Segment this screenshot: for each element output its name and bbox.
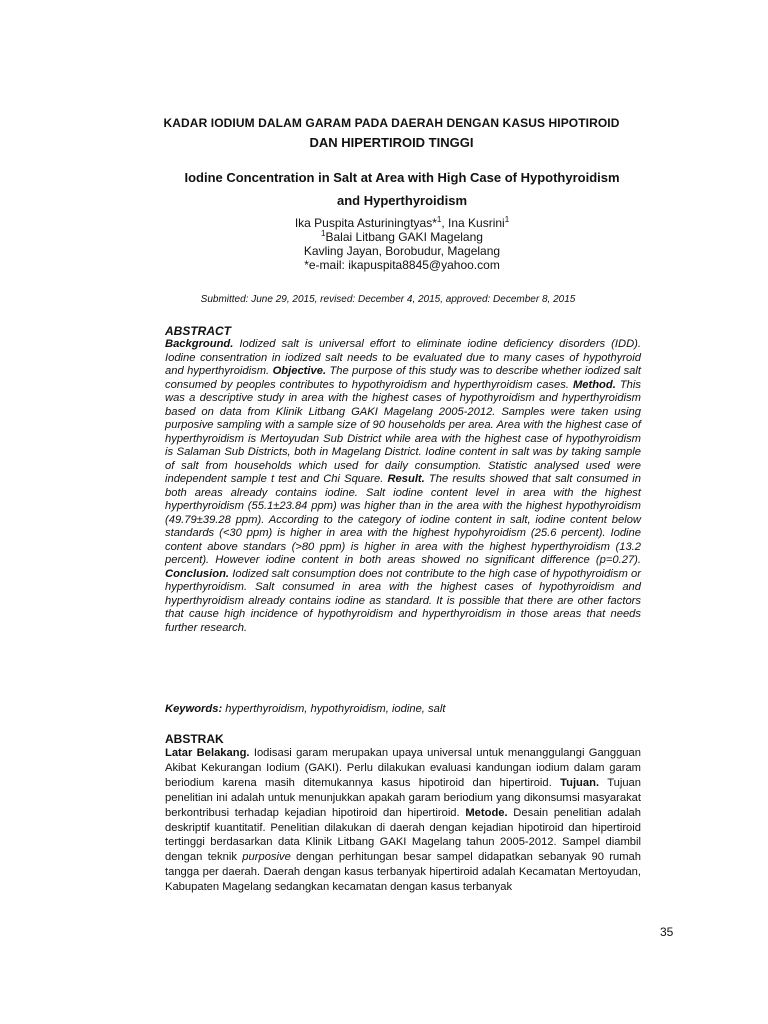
author-email: *e-mail: ikapuspita8845@yahoo.com [304, 258, 500, 272]
result-label: Result. [387, 473, 425, 485]
objective-label: Objective. [272, 365, 327, 377]
title-english-line2: and Hyperthyroidism [336, 193, 468, 208]
conclusion-label: Conclusion. [165, 567, 230, 580]
title-indonesian-line1: KADAR IODIUM DALAM GARAM PADA DAERAH DENGAN KASUS HIPOTIROID [163, 116, 620, 130]
method-label: Method. [572, 378, 616, 391]
title-english-line1: Iodine Concentration in Salt at Area with High Case of Hypothyroidism [184, 170, 620, 185]
background-label: Background. [165, 338, 234, 350]
author-address: Kavling Jayan, Borobudur, Magelang [303, 244, 501, 258]
abstract-heading: ABSTRACT [165, 324, 231, 338]
page-number: 35 [660, 925, 674, 939]
keywords-label: Keywords: [165, 703, 223, 715]
metode-label: Metode. [465, 806, 508, 819]
keywords: Keywords: hyperthyroidism, hypothyroidism, iodine, salt [165, 703, 446, 715]
abstract-indonesian: Latar Belakang. Iodisasi garam merupakan upaya universal untuk menanggulangi Gangguan Akibat Kekurangan Iodium (GAKI). Perlu dilakukan evaluasi kandungan iodium dalam garam beriodium karena masih ditemukannya kasus hipotiroid dan hipertiroid. Tujuan. Tujuan penelitian ini adalah untuk menunjukkan apakah garam beriodium yang dikonsumsi masyarakat berkontribusi terhadap kejadian hipotiroid dan hipertiroid. Metode. Desain penelitian adalah deskriptif kuantitatif. Penelitian dilakukan di daerah dengan kejadian hipotiroid dan hipertiroid tertinggi berdasarkan data Klinik Litbang GAKI Magelang tahun 2005-2012. Sampel diambil dengan teknik purposive dengan perhitungan besar sampel didapatkan sebanyak 90 rumah tangga per daerah. Daerah dengan kasus terbanyak hipertiroid adalah Kecamatan Mertoyudan, Kabupaten Magelang sedangkan kecamatan dengan kasus terbanyak [165, 747, 641, 894]
author-affiliation: $^1$Balai Litbang GAKI Magelang [321, 229, 483, 244]
abstract-english: Background. Iodized salt is universal effort to eliminate iodine deficiency disorders (IDD). Iodine consentration in iodized salt needs to be evaluated due to many cases of hypothyroid and hyperthyroidism. Objective. The purpose of this study was to describe whether iodized salt consumed by peoples contributes to hypothyroidism and hyperthyroidism cases. Method. This was a descriptive study in area with the highest cases of hypothyroidism and hyperthyroidism based on data from Klinik Litbang GAKI Magelang 2005-2012. Samples were taken using purposive sampling with a sample size of 90 households per area. Area with the highest case of hyperthyroidism is Mertoyudan Sub District while area with the highest case of hypothyroidism is Salaman Sub Districts, both in Magelang District. Iodine content in salt was by taking sample of salt from households which used for daily consumption. Statistic analysed used were independent sample t test and Chi Square. Result. The results showed that salt consumed in both areas already contains iodine. Salt iodine content level in area with the highest hyperthyroidism (55.1±23.84 ppm) was higher than in the area with the highest hypothyroidism (49.79±39.28 ppm). According to the category of iodine content in salt, iodine content below standards (<30 ppm) is higher in area with the highest hypohyroidism (25.6 percent). Iodine content above standars (>80 ppm) is higher in area with the highest hyperthyroidism (13.2 percent). However iodine content in both areas showed no significant difference (p=0.27). Conclusion. Iodized salt consumption does not contribute to the high case of hypothyroidism or hyperthyroidism. Salt consumed in area with the highest cases of hypothyroidism and hyperthyroidism already contains iodine as standard. It is possible that there are other factors that cause high incidence of hypothyroidism and hyperthyroidism in those areas that needs further research. [165, 338, 641, 634]
abstrak-heading: ABSTRAK [165, 732, 224, 746]
tujuan-label: Tujuan. [560, 776, 600, 789]
author-names: Ika Puspita Asturiningtyas*$^1$, Ina Kusrini$^1$ [294, 215, 510, 230]
submission-dates: Submitted: June 29, 2015, revised: December 4, 2015, approved: December 8, 2015 [200, 294, 576, 305]
latar-label: Latar Belakang. [165, 747, 250, 759]
title-indonesian-line2: DAN HIPERTIROID TINGGI [309, 135, 474, 150]
author-block [0, 216, 768, 272]
